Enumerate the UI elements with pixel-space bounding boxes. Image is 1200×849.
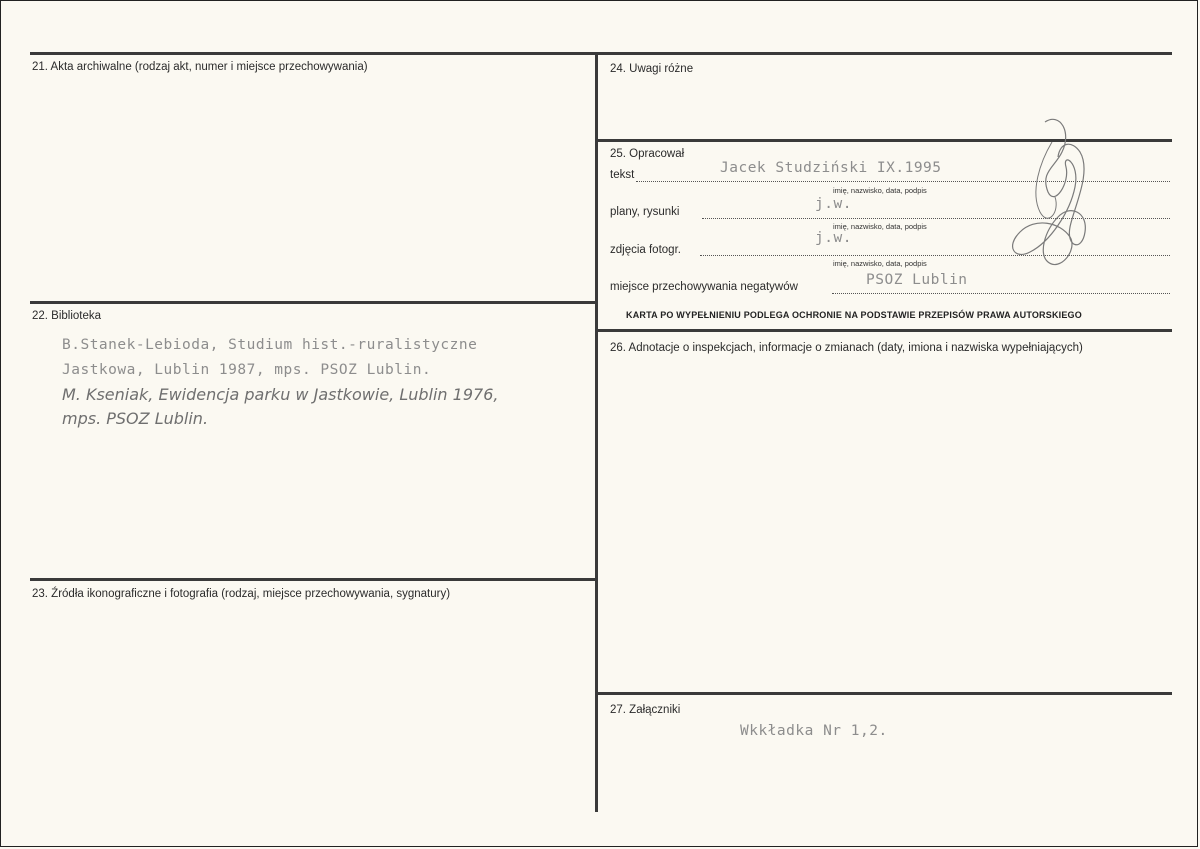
library-entry-2-line1: M. Kseniak, Ewidencja parku w Jastkowie, Lublin 1976, <box>62 385 499 404</box>
negatywy-label: miejsce przechowywania negatywów <box>610 281 798 293</box>
section-25-label: 25. Opracował <box>610 148 685 160</box>
divider-26-27 <box>598 692 1172 695</box>
signature-icon <box>1000 112 1100 282</box>
divider-21-22 <box>30 301 598 304</box>
library-entry-2-line2: mps. PSOZ Lublin. <box>62 409 209 428</box>
section-21-label: 21. Akta archiwalne (rodzaj akt, numer i miejsce przechowywania) <box>32 61 368 73</box>
section-22-label: 22. Biblioteka <box>32 310 102 322</box>
section-24-label: 24. Uwagi różne <box>610 63 694 75</box>
library-entry-1-line1: B.Stanek-Lebioda, Studium hist.-ruralistyczne <box>62 337 478 353</box>
section-26-label: 26. Adnotacje o inspekcjach, informacje o zmianach (daty, imiona i nazwiska wypełniających) <box>610 342 1083 354</box>
plany-value: j.w. <box>815 196 852 212</box>
negatywy-line <box>832 293 1170 294</box>
zdjecia-label: zdjęcia fotogr. <box>610 244 681 256</box>
divider-25-26 <box>598 329 1172 332</box>
tekst-caption: imię, nazwisko, data, podpis <box>833 186 927 195</box>
tekst-value: Jacek Studziński IX.1995 <box>720 160 942 176</box>
divider-22-23 <box>30 578 598 581</box>
copyright-note: KARTA PO WYPEŁNIENIU PODLEGA OCHRONIE NA PODSTAWIE PRZEPISÓW PRAWA AUTORSKIEGO <box>626 310 1082 320</box>
top-rule <box>30 52 1172 55</box>
plany-caption: imię, nazwisko, data, podpis <box>833 222 927 231</box>
plany-label: plany, rysunki <box>610 206 680 218</box>
center-divider <box>595 52 598 812</box>
zdjecia-value: j.w. <box>815 230 852 246</box>
section-27-label: 27. Załączniki <box>610 704 681 716</box>
library-entry-1-line2: Jastkowa, Lublin 1987, mps. PSOZ Lublin. <box>62 362 432 378</box>
tekst-label: tekst <box>610 169 635 181</box>
attachments-value: Wkkładka Nr 1,2. <box>740 723 888 739</box>
negatywy-value: PSOZ Lublin <box>866 272 968 288</box>
section-23-label: 23. Źródła ikonograficzne i fotografia (rodzaj, miejsce przechowywania, sygnatury) <box>32 588 451 600</box>
zdjecia-caption: imię, nazwisko, data, podpis <box>833 259 927 268</box>
